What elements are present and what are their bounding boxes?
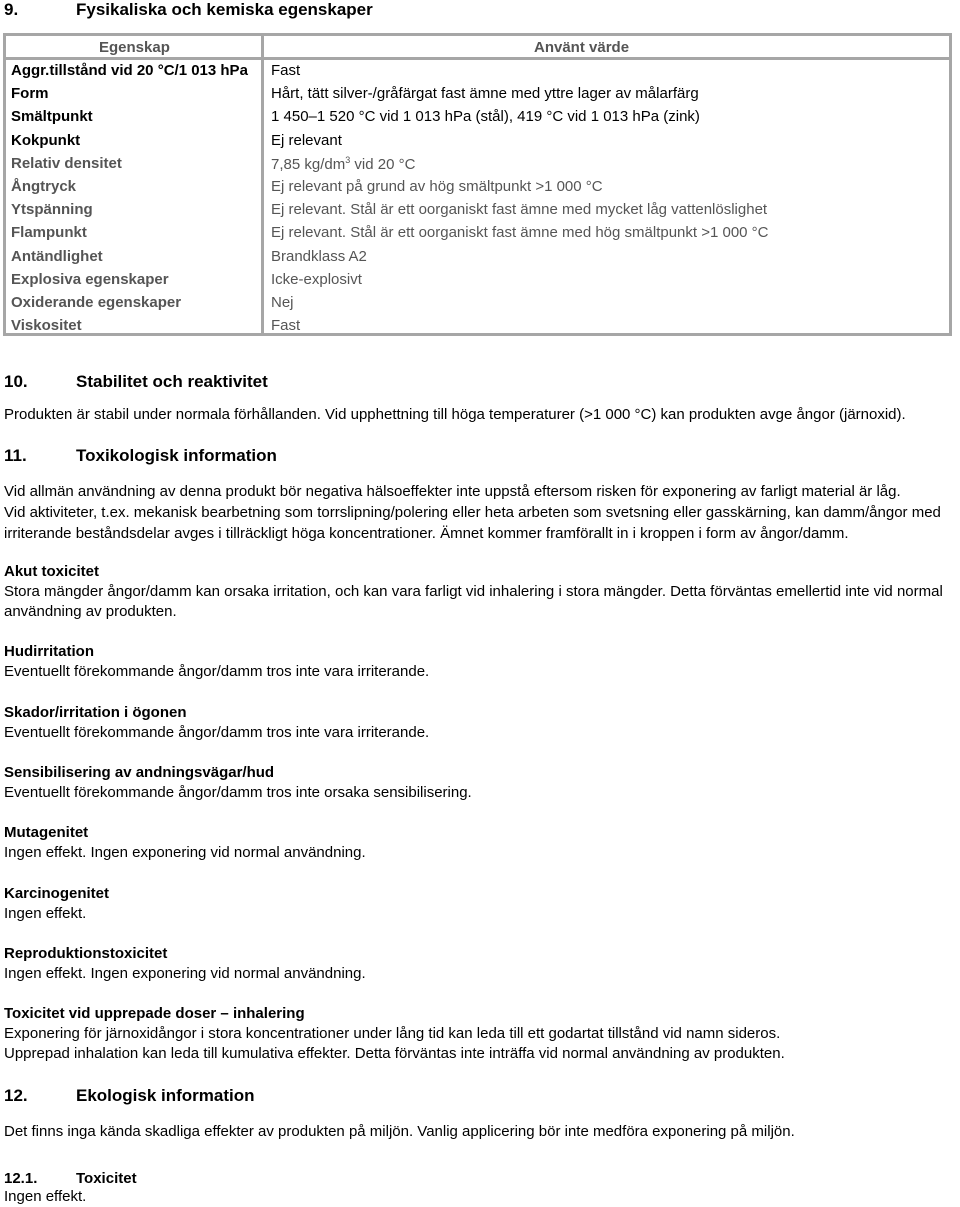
section-12-1-heading <box>4 1170 137 1187</box>
table-header <box>6 36 949 60</box>
section-11-heading <box>4 446 277 466</box>
section-number: 10. <box>4 372 28 391</box>
property-name: Kokpunkt <box>11 131 81 149</box>
table-row <box>6 130 949 153</box>
subsection-text: Exponering för järnoxidångor i stora koncentrationer under lång tid kan leda till ett godartat tillstånd vid namn sideros. <box>4 1025 781 1042</box>
property-name: Antändlighet <box>11 247 103 265</box>
section-number: 9. <box>4 0 19 19</box>
property-name: Relativ densitet <box>11 154 122 172</box>
subsection-skin-irritation <box>4 642 429 682</box>
subsection-title: Toxicitet vid upprepade doser – inhalering <box>4 1005 305 1022</box>
property-value: Ej relevant <box>271 131 342 149</box>
subsection-repeated-dose <box>4 1004 956 1064</box>
table-row <box>6 315 949 338</box>
section-11-intro-2: Vid aktiviteter, t.ex. mekanisk bearbetning som torrslipning/polering eller heta arbeten som svetsning eller gasskärning, kan damm/ångor med irriterande beståndsdelar avges i tillräckligt höga koncentrationer. Ämnet kommer framförallt in i kroppen i form av ångor/damm. <box>4 504 941 542</box>
section-title: Toxikologisk information <box>76 446 277 465</box>
section-number: 12.1. <box>4 1170 38 1187</box>
subsection-title: Reproduktionstoxicitet <box>4 945 168 962</box>
section-12-text: Det finns inga kända skadliga effekter av produkten på miljön. Vanlig applicering bör inte medföra exponering på miljön. <box>4 1123 795 1140</box>
property-name: Oxiderande egenskaper <box>11 293 182 311</box>
section-12-1-text: Ingen effekt. <box>4 1188 87 1205</box>
subsection-title: Hudirritation <box>4 643 94 660</box>
subsection-text-2: Upprepad inhalation kan leda till kumulativa effekter. Detta förväntas inte inträffa vid normal användning av produkten. <box>4 1045 785 1062</box>
property-name: Aggr.tillstånd vid 20 °C/1 013 hPa <box>11 62 248 79</box>
property-value: Fast <box>271 317 301 335</box>
properties-table <box>3 33 952 336</box>
property-value: Hårt, tätt silver-/gråfärgat fast ämne med yttre lager av målarfärg <box>271 85 699 103</box>
subsection-reproductive-toxicity <box>4 944 366 984</box>
section-number: 11. <box>4 446 27 465</box>
subsection-acute-toxicity <box>4 562 956 622</box>
property-value: 1 450–1 520 °C vid 1 013 hPa (stål), 419 °C vid 1 013 hPa (zink) <box>271 108 700 126</box>
table-row <box>6 153 949 176</box>
section-9-heading <box>4 0 373 20</box>
subsection-title: Akut toxicitet <box>4 563 100 580</box>
property-value: 7,85 $kg/dm^3$ vid 20 °C <box>271 154 416 173</box>
subsection-title: Karcinogenitet <box>4 885 110 902</box>
property-value: Ej relevant. Stål är ett oorganiskt fast ämne med hög smältpunkt >1 000 °C <box>271 224 769 242</box>
header-property: Egenskap <box>99 39 170 56</box>
property-value: Nej <box>271 293 294 311</box>
subsection-text: Ingen effekt. Ingen exponering vid normal användning. <box>4 965 366 982</box>
header-value: Använt värde <box>534 39 630 56</box>
property-value: Ej relevant på grund av hög smältpunkt >1 000 °C <box>271 177 603 195</box>
table-row <box>6 106 949 129</box>
subsection-title: Skador/irritation i ögonen <box>4 704 187 721</box>
subsection-mutagenicity <box>4 823 366 863</box>
property-name: Explosiva egenskaper <box>11 270 169 288</box>
property-name: Flampunkt <box>11 224 87 242</box>
property-name: Viskositet <box>11 317 82 335</box>
section-title: Stabilitet och reaktivitet <box>76 372 268 391</box>
section-title: Fysikaliska och kemiska egenskaper <box>76 0 373 19</box>
property-value: Brandklass A2 <box>271 247 367 265</box>
subsection-carcinogenicity <box>4 884 109 924</box>
section-title: Toxicitet <box>76 1170 137 1187</box>
subsection-text: Ingen effekt. Ingen exponering vid normal användning. <box>4 844 366 861</box>
section-10-heading <box>4 372 268 392</box>
table-row <box>6 246 949 269</box>
section-11-intro-1: Vid allmän användning av denna produkt bör negativa hälsoeffekter inte uppstå eftersom risken för exponering av farligt material är låg. <box>4 483 901 500</box>
property-value: Fast <box>271 62 301 79</box>
table-row <box>6 269 949 292</box>
subsection-sensitisation <box>4 763 472 803</box>
table-row <box>6 60 949 83</box>
table-row <box>6 292 949 315</box>
subsection-title: Mutagenitet <box>4 824 89 841</box>
property-name: Ytspänning <box>11 201 93 219</box>
table-row <box>6 199 949 222</box>
table-row <box>6 83 949 106</box>
subsection-eye-irritation <box>4 703 429 743</box>
subsection-text: Stora mängder ångor/damm kan orsaka irritation, och kan vara farligt vid inhalering i stora mängder. Detta förväntas emellertid inte vid normal användning av produkten. <box>4 583 943 620</box>
property-value: Ej relevant. Stål är ett oorganiskt fast ämne med mycket låg vattenlöslighet <box>271 201 768 219</box>
subsection-title: Sensibilisering av andningsvägar/hud <box>4 764 275 781</box>
table-row <box>6 222 949 245</box>
section-12-heading <box>4 1086 255 1106</box>
subsection-text: Eventuellt förekommande ångor/damm tros inte vara irriterande. <box>4 724 430 741</box>
property-name: Smältpunkt <box>11 108 93 126</box>
table-row <box>6 176 949 199</box>
property-name: Form <box>11 85 49 103</box>
section-number: 12. <box>4 1086 28 1105</box>
header-divider <box>261 36 264 60</box>
subsection-text: Eventuellt förekommande ångor/damm tros inte orsaka sensibilisering. <box>4 784 472 801</box>
property-name: Ångtryck <box>11 177 77 195</box>
section-10-text: Produkten är stabil under normala förhållanden. Vid upphettning till höga temperaturer (>1 000 °C) kan produkten avge ångor (järnoxid). <box>4 406 906 423</box>
section-title: Ekologisk information <box>76 1086 255 1105</box>
subsection-text: Ingen effekt. <box>4 905 87 922</box>
subsection-text: Eventuellt förekommande ångor/damm tros inte vara irriterande. <box>4 663 430 680</box>
property-value: Icke-explosivt <box>271 270 362 288</box>
